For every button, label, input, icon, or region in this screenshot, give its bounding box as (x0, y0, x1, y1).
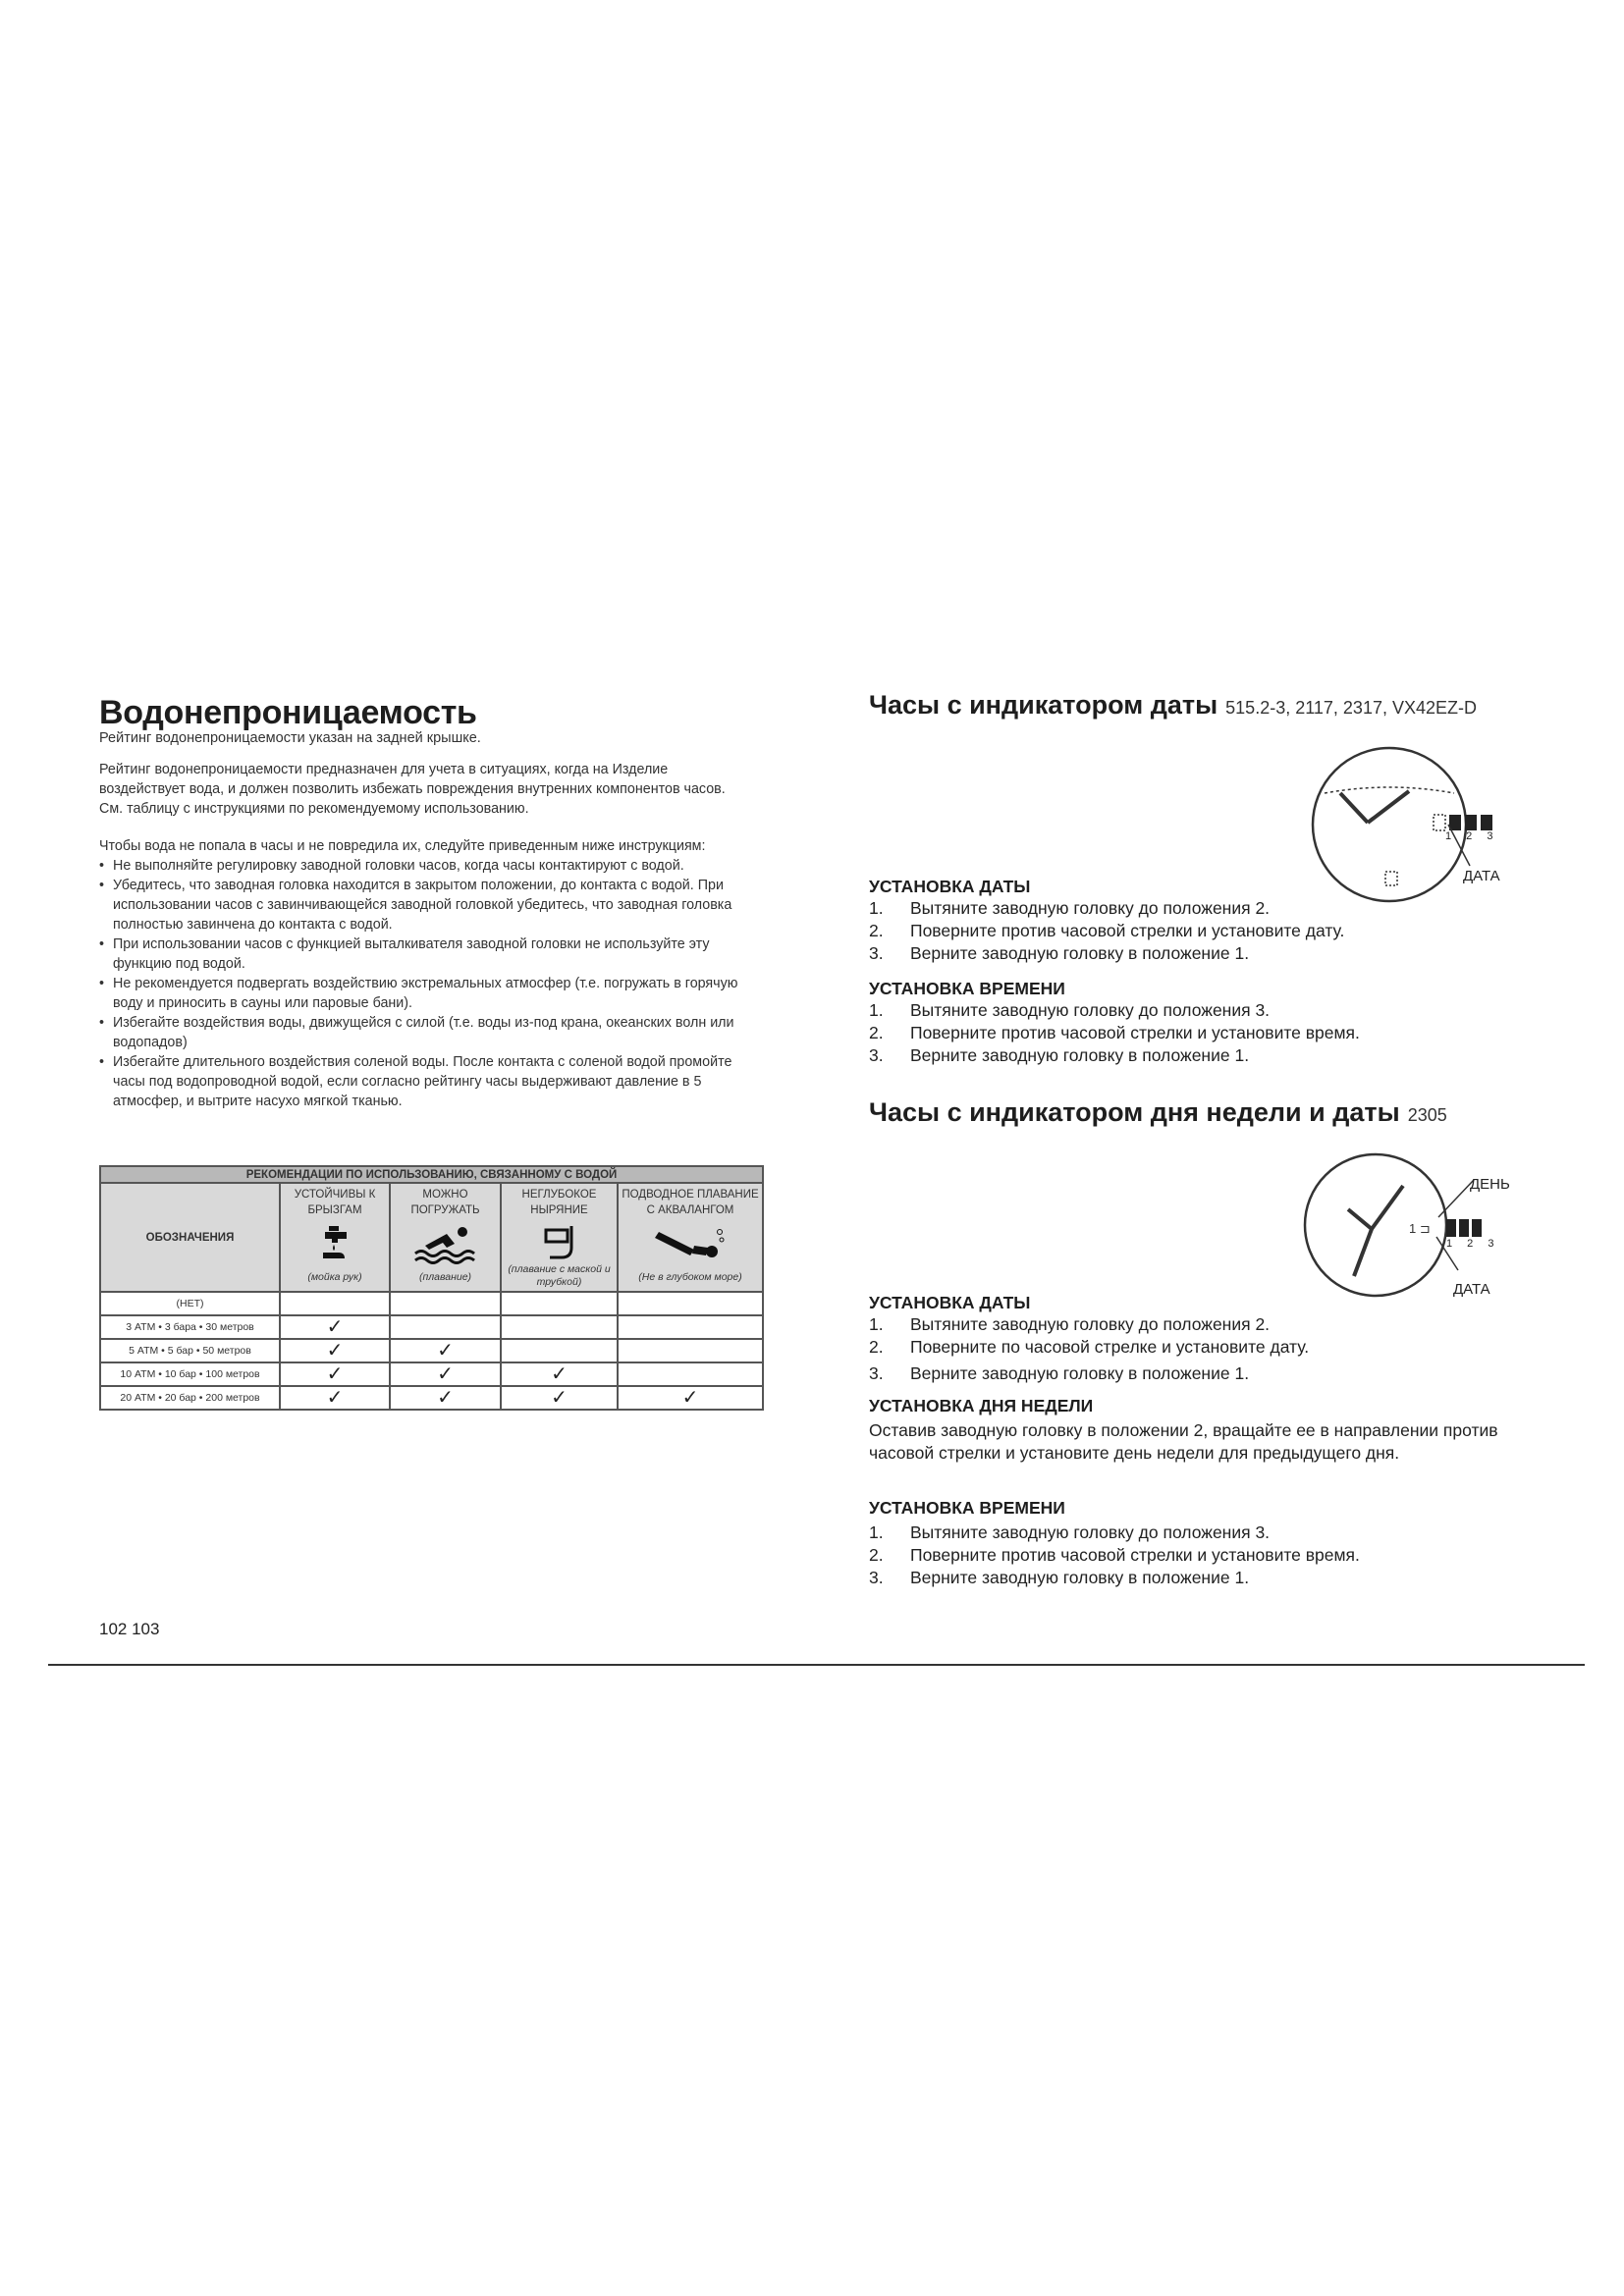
col-snorkel (501, 1183, 618, 1292)
col-title: МОЖНО ПОГРУЖАТЬ (410, 1189, 480, 1216)
step-text: Верните заводную головку в положение 1. (910, 1045, 1250, 1065)
checkmark-icon: ✓ (437, 1340, 454, 1362)
list-item (869, 1313, 1309, 1336)
col-caption: (плавание) (418, 1271, 472, 1283)
section-title-text: Часы с индикатором дня недели и даты (869, 1097, 1400, 1127)
list-item (869, 920, 1344, 942)
step-number: 1. (869, 1000, 884, 1020)
step-text: Вытяните заводную головку до положения 3. (910, 1522, 1271, 1542)
check-cell (501, 1292, 618, 1315)
day-setting-title: УСТАНОВКА ДНЯ НЕДЕЛИ (869, 1396, 1094, 1415)
step-text: Поверните против часовой стрелки и установите время. (910, 1545, 1360, 1565)
date-setting-title: УСТАНОВКА ДАТЫ (869, 877, 1031, 896)
col-caption: (Не в глубоком море) (638, 1271, 742, 1283)
table-row (100, 1339, 763, 1362)
label-column-text: ОБОЗНАЧЕНИЯ (145, 1231, 235, 1244)
list-item (869, 1044, 1360, 1067)
divider (48, 1664, 1585, 1666)
step-number: 3. (869, 1363, 884, 1383)
model-numbers: 2305 (1407, 1105, 1447, 1125)
col-submerge (390, 1183, 501, 1292)
crown-positions: 1 2 3 (1446, 1238, 1500, 1250)
col-title: ПОДВОДНОЕ ПЛАВАНИЕ С АКВАЛАНГОМ (622, 1189, 759, 1216)
list-item (869, 942, 1344, 965)
time-setting-title: УСТАНОВКА ВРЕМЕНИ (869, 979, 1065, 998)
row-label: 5 АТМ • 5 бар • 50 метров (100, 1339, 280, 1362)
step-number: 2. (869, 1023, 884, 1042)
list-item (869, 1544, 1360, 1567)
table-row (100, 1386, 763, 1410)
row-label: 10 АТМ • 10 бар • 100 метров (100, 1362, 280, 1386)
step-text: Верните заводную головку в положение 1. (910, 1363, 1250, 1383)
list-item (869, 1336, 1309, 1359)
date-setting-steps (869, 1313, 1309, 1385)
instructions-lead: Чтобы вода не попала в часы и не повредила их, следуйте приведенным ниже инструкциям: (99, 838, 706, 854)
step-text: Поверните против часовой стрелки и установите дату. (910, 921, 1345, 940)
time-setting-title: УСТАНОВКА ВРЕМЕНИ (869, 1498, 1065, 1518)
list-item (869, 999, 1360, 1022)
section-title-text: Часы с индикатором даты (869, 690, 1218, 720)
step-number: 3. (869, 943, 884, 963)
list-item: • Избегайте воздействия воды, движущейся с силой (т.е. воды из-под крана, океанских волн или водопадов) (99, 1013, 752, 1052)
check-cell (618, 1339, 763, 1362)
list-item (869, 1362, 1309, 1385)
check-cell (501, 1315, 618, 1339)
step-text: Вытяните заводную головку до положения 3. (910, 1000, 1271, 1020)
checkmark-icon: ✓ (326, 1387, 344, 1409)
checkmark-icon: ✓ (551, 1387, 568, 1409)
list-item: • При использовании часов с функцией выталкивателя заводной головки не используйте эту функцию под водой. (99, 934, 752, 974)
check-cell (390, 1362, 501, 1386)
crown-positions: 1 2 3 (1445, 830, 1499, 842)
col-caption: (мойка рук) (307, 1271, 362, 1283)
checkmark-icon: ✓ (681, 1387, 699, 1409)
list-item: • Избегайте длительного воздействия соленой воды. После контакта с соленой водой промойте часы под водопроводной водой, если согласно рейтингу часы выдерживают давление в 5 атмосфер, и вытрите насухо мягкой тканью. (99, 1052, 752, 1111)
model-numbers: 515.2-3, 2117, 2317, VX42EZ-D (1225, 698, 1477, 718)
label-column-header (100, 1183, 280, 1292)
snorkel-icon (502, 1222, 617, 1261)
step-text: Поверните по часовой стрелке и установите дату. (910, 1337, 1310, 1357)
faucet-icon (281, 1222, 389, 1265)
list-item (869, 1567, 1360, 1589)
step-text: Поверните против часовой стрелки и установите время. (910, 1023, 1360, 1042)
step-text: Вытяните заводную головку до положения 2. (910, 898, 1271, 918)
day-date-watch-dial-diagram (1301, 1150, 1527, 1308)
col-scuba (618, 1183, 763, 1292)
row-label: (НЕТ) (100, 1292, 280, 1315)
row-label: 20 АТМ • 20 бар • 200 метров (100, 1386, 280, 1410)
check-cell (280, 1386, 390, 1410)
svg-text:1 ⊐: 1 ⊐ (1409, 1221, 1431, 1236)
list-item (869, 1022, 1360, 1044)
section-title-date-watch (869, 690, 1477, 721)
col-splash (280, 1183, 390, 1292)
step-text: Вытяните заводную головку до положения 2. (910, 1314, 1271, 1334)
scuba-diver-icon (619, 1222, 762, 1265)
subtitle: Рейтинг водонепроницаемости указан на задней крышке. (99, 730, 481, 746)
step-number: 3. (869, 1045, 884, 1065)
check-cell (618, 1315, 763, 1339)
checkmark-icon: ✓ (326, 1316, 344, 1338)
day-setting-text: Оставив заводную головку в положении 2, вращайте ее в направлении против часовой стрелки и установите день недели для предыдущего дня. (869, 1420, 1498, 1463)
check-cell (501, 1339, 618, 1362)
checkmark-icon: ✓ (437, 1363, 454, 1385)
date-setting-title: УСТАНОВКА ДАТЫ (869, 1293, 1031, 1312)
table-row (100, 1315, 763, 1339)
col-caption: (плавание с маской и трубкой) (508, 1263, 611, 1288)
instructions-list (99, 856, 752, 1111)
list-item: • Не рекомендуется подвергать воздействию экстремальных атмосфер (т.е. погружать в горячую воду и приносить в сауны или паровые бани). (99, 974, 752, 1013)
water-usage-table (99, 1165, 764, 1411)
check-cell (280, 1292, 390, 1315)
step-text: Верните заводную головку в положение 1. (910, 1568, 1250, 1587)
swimmer-icon (391, 1222, 500, 1265)
col-title: УСТОЙЧИВЫ К БРЫЗГАМ (294, 1189, 376, 1216)
table-header: РЕКОМЕНДАЦИИ ПО ИСПОЛЬЗОВАНИЮ, СВЯЗАННОМУ С ВОДОЙ (100, 1166, 763, 1183)
step-number: 1. (869, 1522, 884, 1542)
check-cell (618, 1362, 763, 1386)
check-cell (501, 1386, 618, 1410)
list-item: • Убедитесь, что заводная головка находится в закрытом положении, до контакта с водой. При использовании часов с завинчивающейся заводной головкой убедитесь, что заводная головка полностью завинчена до контакта с водой. (99, 876, 752, 934)
date-setting-steps (869, 897, 1344, 965)
step-number: 2. (869, 921, 884, 940)
step-number: 2. (869, 1545, 884, 1565)
checkmark-icon: ✓ (437, 1387, 454, 1409)
list-item (869, 897, 1344, 920)
watch-dial-icon (1301, 1150, 1527, 1308)
list-item: • Не выполняйте регулировку заводной головки часов, когда часы контактируют с водой. (99, 856, 752, 876)
watch-dial-icon (1311, 744, 1527, 911)
section-title-day-date-watch (869, 1097, 1447, 1128)
check-cell (390, 1292, 501, 1315)
date-watch-dial-diagram (1311, 744, 1527, 911)
checkmark-icon: ✓ (326, 1340, 344, 1362)
dial-label-day: ДЕНЬ (1470, 1176, 1510, 1193)
check-cell (618, 1386, 763, 1410)
step-number: 2. (869, 1337, 884, 1357)
check-cell (618, 1292, 763, 1315)
time-setting-steps (869, 1522, 1360, 1589)
checkmark-icon: ✓ (326, 1363, 344, 1385)
table-row (100, 1292, 763, 1315)
check-cell (280, 1315, 390, 1339)
row-label: 3 АТМ • 3 бара • 30 метров (100, 1315, 280, 1339)
page-title-water-resistance: Водонепроницаемость (99, 694, 477, 731)
check-cell (390, 1339, 501, 1362)
check-cell (390, 1386, 501, 1410)
page-numbers: 102 103 (99, 1620, 160, 1638)
check-cell (280, 1339, 390, 1362)
instructions-block (99, 836, 752, 1111)
dial-label-date: ДАТА (1453, 1281, 1490, 1298)
step-number: 3. (869, 1568, 884, 1587)
intro-paragraph: Рейтинг водонепроницаемости предназначен для учета в ситуациях, когда на Изделие воздействует вода, и должен позволить избежать повреждения внутренних компонентов часов. См. таблицу с инструкциями по рекомендуемому использованию. (99, 762, 726, 817)
dial-label-date: ДАТА (1463, 868, 1500, 884)
time-setting-steps (869, 999, 1360, 1067)
check-cell (501, 1362, 618, 1386)
col-title: НЕГЛУБОКОЕ НЫРЯНИЕ (521, 1189, 597, 1216)
step-text: Верните заводную головку в положение 1. (910, 943, 1250, 963)
checkmark-icon: ✓ (551, 1363, 568, 1385)
step-number: 1. (869, 898, 884, 918)
check-cell (280, 1362, 390, 1386)
step-number: 1. (869, 1314, 884, 1334)
list-item (869, 1522, 1360, 1544)
table-row (100, 1362, 763, 1386)
check-cell (390, 1315, 501, 1339)
